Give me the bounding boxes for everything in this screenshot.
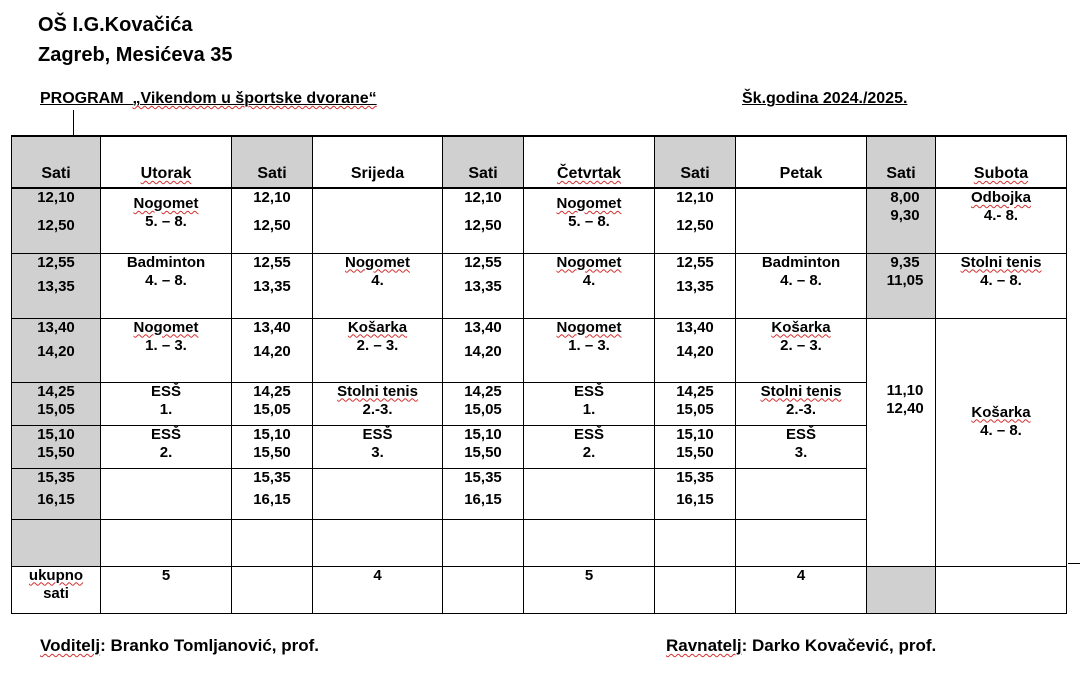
col-header-subota: Subota [936, 136, 1067, 188]
empty-cell [443, 566, 524, 613]
time-cell: 15,35 16,15 [443, 468, 524, 519]
header-row [12, 136, 1067, 188]
time-cell: 14,25 15,05 [655, 382, 736, 425]
col-header-sati: Sati [12, 136, 101, 188]
table-row [12, 253, 1067, 318]
table-row [12, 318, 1067, 382]
time-cell: 12,10 12,50 [443, 188, 524, 253]
activity-cell [524, 468, 655, 519]
col-header-cetvrtak: Četvrtak [524, 136, 655, 188]
col-header-utorak: Utorak [101, 136, 232, 188]
col-header-sati: Sati [655, 136, 736, 188]
col-header-sati: Sati [443, 136, 524, 188]
time-cell: 13,40 14,20 [655, 318, 736, 382]
activity-cell: Nogomet 5. – 8. [524, 188, 655, 253]
empty-cell [313, 519, 443, 566]
time-cell: 12,10 12,50 [232, 188, 313, 253]
col-header-petak: Petak [736, 136, 867, 188]
activity-cell [313, 188, 443, 253]
time-cell: 12,10 12,50 [12, 188, 101, 253]
leader-name: : Branko Tomljanović, prof. [100, 636, 319, 655]
activity-cell: Stolni tenis 4. – 8. [936, 253, 1067, 318]
time-cell: 15,10 15,50 [232, 425, 313, 468]
total-utorak: 5 [101, 566, 232, 613]
activity-cell: Nogomet 5. – 8. [101, 188, 232, 253]
totals-label: ukupno sati [12, 566, 101, 613]
time-cell: 11,10 12,40 [867, 318, 936, 566]
time-cell: 9,35 11,05 [867, 253, 936, 318]
activity-cell [313, 468, 443, 519]
time-cell: 12,55 13,35 [232, 253, 313, 318]
time-cell: 13,40 14,20 [443, 318, 524, 382]
leader-label: Voditelj [40, 636, 101, 655]
activity-cell: Stolni tenis 2.-3. [313, 382, 443, 425]
col-header-sati: Sati [867, 136, 936, 188]
time-cell: 12,55 13,35 [443, 253, 524, 318]
total-cetvrtak: 5 [524, 566, 655, 613]
activity-cell: ESŠ 1. [524, 382, 655, 425]
activity-cell: ESŠ 1. [101, 382, 232, 425]
cursor-mark [73, 110, 74, 135]
activity-cell [736, 188, 867, 253]
time-cell: 12,55 13,35 [655, 253, 736, 318]
time-cell: 15,10 15,50 [443, 425, 524, 468]
empty-cell [12, 519, 101, 566]
empty-cell [232, 519, 313, 566]
activity-cell: ESŠ 3. [313, 425, 443, 468]
col-header-srijeda: Srijeda [313, 136, 443, 188]
time-cell: 15,10 15,50 [655, 425, 736, 468]
total-srijeda: 4 [313, 566, 443, 613]
school-address: Zagreb, Mesićeva 35 [38, 44, 233, 66]
activity-cell: Nogomet 1. – 3. [524, 318, 655, 382]
activity-cell: Košarka 4. – 8. [936, 318, 1067, 566]
activity-cell [101, 468, 232, 519]
empty-cell [736, 519, 867, 566]
activity-cell: ESŠ 2. [101, 425, 232, 468]
empty-cell [936, 566, 1067, 613]
time-cell: 14,25 15,05 [443, 382, 524, 425]
empty-cell [101, 519, 232, 566]
principal-signature [666, 636, 936, 656]
time-cell: 14,25 15,05 [232, 382, 313, 425]
activity-cell: ESŠ 3. [736, 425, 867, 468]
activity-cell: Stolni tenis 2.-3. [736, 382, 867, 425]
time-cell: 15,10 15,50 [12, 425, 101, 468]
school-year: Šk.godina 2024./2025. [742, 90, 908, 107]
col-header-sati: Sati [232, 136, 313, 188]
activity-cell: Odbojka 4.- 8. [936, 188, 1067, 253]
empty-cell [867, 566, 936, 613]
activity-cell: Nogomet 4. [313, 253, 443, 318]
time-cell: 13,40 14,20 [232, 318, 313, 382]
activity-cell: Košarka 2. – 3. [313, 318, 443, 382]
time-cell: 12,55 13,35 [12, 253, 101, 318]
empty-cell [655, 519, 736, 566]
activity-cell: Nogomet 1. – 3. [101, 318, 232, 382]
time-cell: 15,35 16,15 [232, 468, 313, 519]
time-cell: 13,40 14,20 [12, 318, 101, 382]
margin-line [1068, 563, 1080, 564]
table-row [12, 188, 1067, 253]
program-label: PROGRAM [40, 90, 124, 107]
schedule-table [11, 135, 1067, 614]
time-cell: 15,35 16,15 [12, 468, 101, 519]
time-cell: 12,10 12,50 [655, 188, 736, 253]
activity-cell [736, 468, 867, 519]
empty-cell [524, 519, 655, 566]
principal-name: : Darko Kovačević, prof. [741, 636, 937, 655]
time-cell: 15,35 16,15 [655, 468, 736, 519]
school-name: OŠ I.G.Kovačića [38, 14, 193, 36]
activity-cell: Nogomet 4. [524, 253, 655, 318]
program-name: „Vikendom u športske dvorane“ [132, 90, 377, 107]
time-cell: 8,00 9,30 [867, 188, 936, 253]
program-title [40, 90, 377, 108]
leader-signature [40, 636, 319, 656]
principal-label: Ravnatelj [666, 636, 742, 655]
empty-cell [232, 566, 313, 613]
activity-cell: ESŠ 2. [524, 425, 655, 468]
totals-row [12, 566, 1067, 613]
activity-cell: Badminton 4. – 8. [736, 253, 867, 318]
empty-cell [443, 519, 524, 566]
total-petak: 4 [736, 566, 867, 613]
time-cell: 14,25 15,05 [12, 382, 101, 425]
activity-cell: Badminton 4. – 8. [101, 253, 232, 318]
empty-cell [655, 566, 736, 613]
school-header [38, 10, 233, 70]
activity-cell: Košarka 2. – 3. [736, 318, 867, 382]
